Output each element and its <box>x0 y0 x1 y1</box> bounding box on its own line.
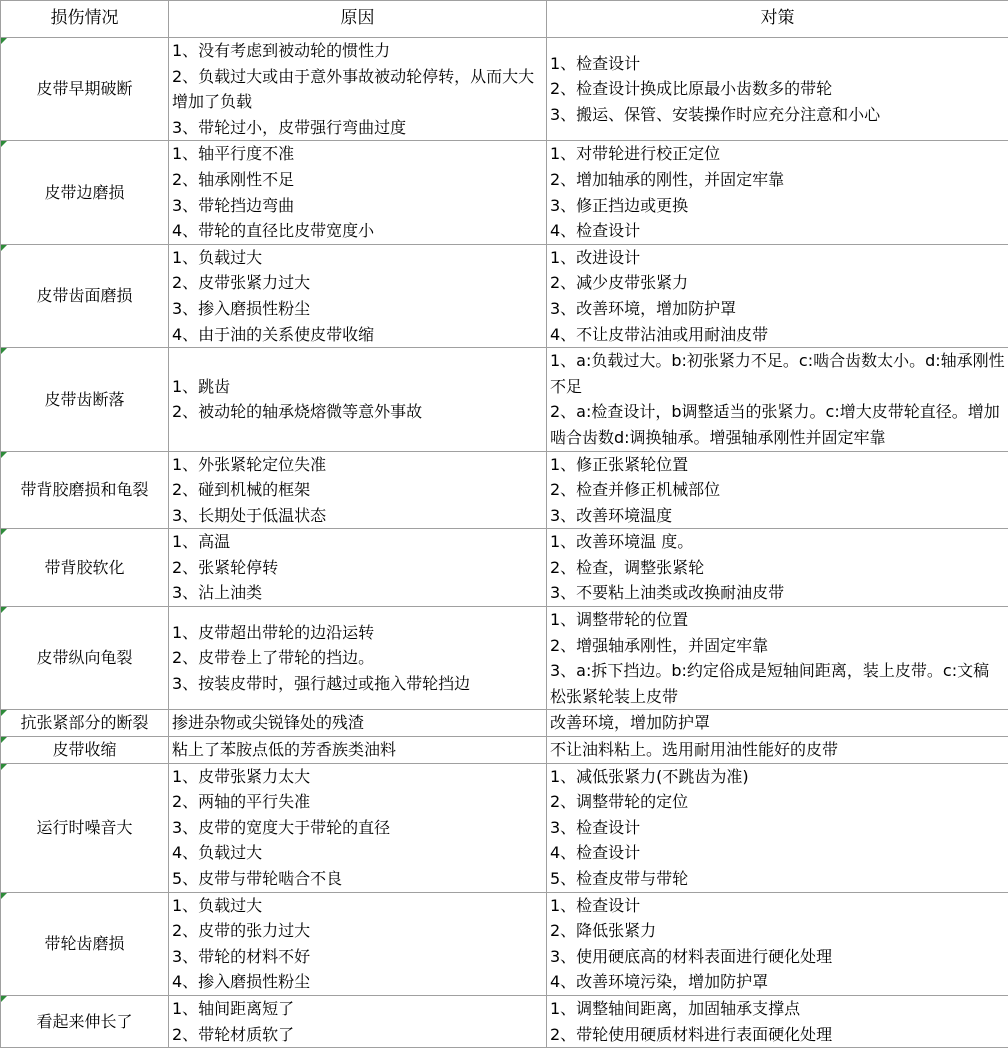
cause-line: 1、没有考虑到被动轮的惯性力 <box>172 41 391 60</box>
cause-line: 1、皮带张紧力太大 <box>172 766 311 786</box>
issue-cell: 皮带齿断落 <box>1 348 169 451</box>
cause-line: 1、外张紧轮定位失准 <box>172 454 327 474</box>
issue-cell: 抗张紧部分的断裂 <box>1 710 169 737</box>
cause-cell <box>169 737 547 764</box>
solution-line: 2、增强轴承刚性，并固定牢靠 <box>550 635 769 655</box>
solution-line: 2、减少皮带张紧力 <box>550 273 689 293</box>
cause-line: 1、负载过大 <box>172 247 263 267</box>
cause-cell <box>169 348 547 451</box>
cause-line: 3、带轮的材料不好 <box>172 946 311 966</box>
cause-line: 2、被动轮的轴承烧熔微等意外事故 <box>172 402 423 422</box>
solution-line: 不让油料粘上。选用耐用油性能好的皮带 <box>550 740 839 760</box>
solution-line: 4、检查设计 <box>550 843 641 863</box>
solution-line: 2、带轮使用硬质材料进行表面硬化处理 <box>550 1024 833 1044</box>
table-row <box>1 710 1008 737</box>
solution-cell <box>547 737 1008 764</box>
solution-line: 2、降低张紧力 <box>550 921 657 941</box>
cause-cell <box>169 607 547 710</box>
table-row <box>1 763 1008 892</box>
table-row <box>1 607 1008 710</box>
cause-line: 1、轴平行度不准 <box>172 144 295 164</box>
solution-line: 1、减低张紧力(不跳齿为准) <box>550 766 749 786</box>
solution-line: 4、不让皮带沾油或用耐油皮带 <box>550 324 769 344</box>
cause-line: 4、负载过大 <box>172 843 263 863</box>
solution-line: 2、增加轴承的刚性，并固定牢靠 <box>550 169 785 189</box>
solution-line: 1、检查设计 <box>550 895 641 915</box>
cause-cell <box>169 38 547 141</box>
solution-line: 1、调整带轮的位置 <box>550 610 689 630</box>
table-row <box>1 348 1008 451</box>
solution-line: 4、改善环境污染，增加防护罩 <box>550 972 769 992</box>
cause-line: 2、皮带卷上了带轮的挡边。 <box>172 648 375 668</box>
cause-line: 4、由于油的关系使皮带收缩 <box>172 324 375 344</box>
cause-line: 3、按装皮带时，强行越过或拖入带轮挡边 <box>172 674 471 694</box>
cause-line: 3、沾上油类 <box>172 583 263 603</box>
cause-line: 3、掺入磨损性粉尘 <box>172 298 311 318</box>
cause-cell <box>169 763 547 892</box>
cause-line: 掺进杂物或尖锐锋处的残渣 <box>172 713 365 733</box>
header-solution: 对策 <box>547 1 1008 38</box>
solution-cell <box>547 763 1008 892</box>
solution-line: 2、a:检查设计，b调整适当的张紧力。c:增大皮带轮直径。增加啮合齿数d:调换轴承。增强轴承刚性并固定牢靠 <box>550 402 1000 447</box>
solution-line: 3、a:拆下挡边。b:约定俗成是短轴间距离，装上皮带。c:文稿松张紧轮装上皮带 <box>550 661 990 706</box>
solution-line: 1、检查设计 <box>550 53 641 73</box>
cause-line: 1、轴间距离短了 <box>172 998 295 1018</box>
solution-cell <box>547 529 1008 607</box>
cause-cell <box>169 244 547 347</box>
solution-line: 1、对带轮进行校正定位 <box>550 144 721 164</box>
header-cause: 原因 <box>169 1 547 38</box>
cause-cell <box>169 529 547 607</box>
solution-line: 1、调整轴间距离，加固轴承支撑点 <box>550 998 801 1018</box>
cause-cell <box>169 995 547 1047</box>
cause-line: 3、皮带的宽度大于带轮的直径 <box>172 817 391 837</box>
solution-cell <box>547 710 1008 737</box>
issue-cell: 皮带边磨损 <box>1 141 169 244</box>
header-issue: 损伤情况 <box>1 1 169 38</box>
solution-line: 3、搬运、保管、安装操作时应充分注意和小心 <box>550 104 881 124</box>
cause-line: 2、带轮材质软了 <box>172 1024 295 1044</box>
solution-line: 2、检查，调整张紧轮 <box>550 557 705 577</box>
cause-line: 2、皮带张紧力过大 <box>172 273 311 293</box>
cause-line: 2、碰到机械的框架 <box>172 480 311 500</box>
issue-cell: 带背胶磨损和龟裂 <box>1 451 169 529</box>
solution-line: 1、a:负载过大。b:初张紧力不足。c:啮合齿数太小。d:轴承刚性不足 <box>550 351 1005 396</box>
table-row <box>1 529 1008 607</box>
cause-line: 4、掺入磨损性粉尘 <box>172 972 311 992</box>
solution-line: 3、改善环境，增加防护罩 <box>550 298 737 318</box>
solution-cell <box>547 892 1008 995</box>
issue-cell: 带背胶软化 <box>1 529 169 607</box>
issue-cell: 运行时噪音大 <box>1 763 169 892</box>
cause-line: 4、带轮的直径比皮带宽度小 <box>172 221 375 241</box>
solution-line: 3、修正挡边或更换 <box>550 195 689 215</box>
solution-cell <box>547 244 1008 347</box>
cause-cell <box>169 892 547 995</box>
table-row <box>1 38 1008 141</box>
header-row <box>1 1 1008 38</box>
issue-cell: 看起来伸长了 <box>1 995 169 1047</box>
solution-line: 3、检查设计 <box>550 817 641 837</box>
table-row <box>1 892 1008 995</box>
cause-line: 2、张紧轮停转 <box>172 557 279 577</box>
solution-line: 3、不要粘上油类或改换耐油皮带 <box>550 583 785 603</box>
solution-cell <box>547 348 1008 451</box>
cause-cell <box>169 141 547 244</box>
cause-line: 1、负载过大 <box>172 895 263 915</box>
issue-cell: 皮带收缩 <box>1 737 169 764</box>
table-row <box>1 141 1008 244</box>
solution-line: 5、检查皮带与带轮 <box>550 869 689 888</box>
solution-cell <box>547 38 1008 141</box>
cause-line: 1、高温 <box>172 532 231 552</box>
solution-cell <box>547 995 1008 1047</box>
solution-cell <box>547 451 1008 529</box>
solution-line: 3、使用硬底高的材料表面进行硬化处理 <box>550 946 833 966</box>
table-row <box>1 244 1008 347</box>
cause-line: 1、皮带超出带轮的边沿运转 <box>172 622 375 642</box>
cause-line: 2、轴承刚性不足 <box>172 169 295 189</box>
cause-line: 1、跳齿 <box>172 376 231 396</box>
cause-line: 5、皮带与带轮啮合不良 <box>172 869 343 888</box>
table-row <box>1 995 1008 1047</box>
cause-line: 2、皮带的张力过大 <box>172 921 311 941</box>
issue-cell: 皮带早期破断 <box>1 38 169 141</box>
table-body <box>1 38 1008 1048</box>
table-row <box>1 737 1008 764</box>
cause-line: 3、带轮过小，皮带强行弯曲过度 <box>172 117 407 137</box>
solution-line: 1、改进设计 <box>550 247 641 267</box>
solution-line: 4、检查设计 <box>550 221 641 241</box>
solution-cell <box>547 141 1008 244</box>
cause-cell <box>169 451 547 529</box>
solution-line: 1、修正张紧轮位置 <box>550 454 689 474</box>
cause-line: 3、带轮挡边弯曲 <box>172 195 295 215</box>
solution-cell <box>547 607 1008 710</box>
solution-line: 2、调整带轮的定位 <box>550 792 689 812</box>
solution-line: 3、改善环境温度 <box>550 505 673 525</box>
cause-line: 2、负载过大或由于意外事故被动轮停转，从而大大增加了负载 <box>172 66 535 112</box>
solution-line: 2、检查设计换成比原最小齿数多的带轮 <box>550 79 833 99</box>
table-row <box>1 451 1008 529</box>
solution-line: 2、检查并修正机械部位 <box>550 480 721 500</box>
issue-cell: 皮带纵向龟裂 <box>1 607 169 710</box>
solution-line: 改善环境，增加防护罩 <box>550 713 711 733</box>
cause-cell <box>169 710 547 737</box>
cause-line: 粘上了苯胺点低的芳香族类油料 <box>172 740 397 760</box>
issue-cell: 带轮齿磨损 <box>1 892 169 995</box>
cause-line: 3、长期处于低温状态 <box>172 505 327 525</box>
issue-cell: 皮带齿面磨损 <box>1 244 169 347</box>
solution-line: 1、改善环境温 度。 <box>550 532 694 552</box>
cause-line: 2、两轴的平行失准 <box>172 792 311 812</box>
